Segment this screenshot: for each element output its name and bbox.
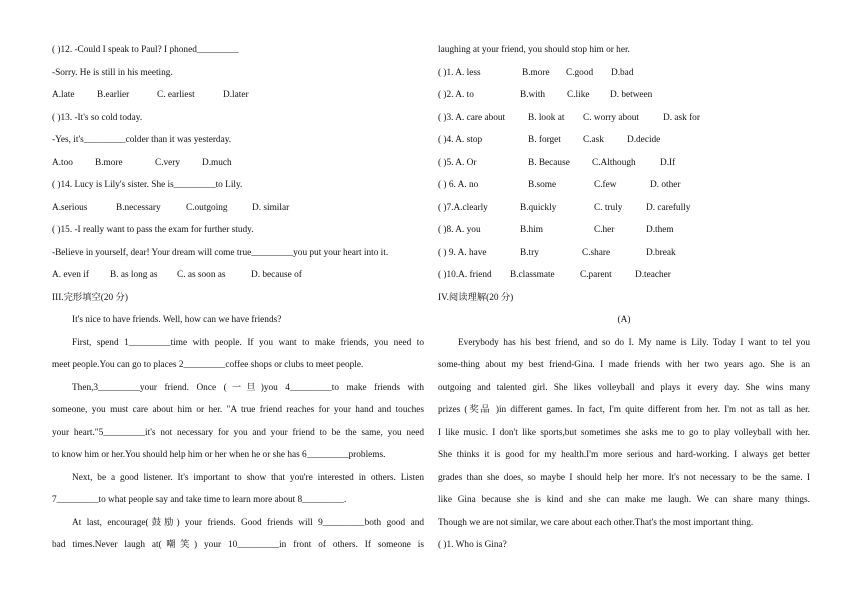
option-a: A.serious — [52, 203, 88, 213]
option-c: C. earliest — [157, 90, 195, 100]
section-3-heading: III.完形填空(20 分) — [52, 293, 128, 303]
reading-question-1: ( )1. Who is Gina? — [438, 540, 507, 550]
question-13-options — [52, 157, 232, 170]
option-b: B.earlier — [97, 90, 130, 100]
passage-line: She thinks it is good for my health.I'm more serious and hard-working. I always get better — [438, 450, 810, 460]
question-15-reply: -Believe in yourself, dear! Your dream will come true_________you put your heart into it. — [52, 248, 389, 258]
passage-line: 7_________to what people say and take time to learn more about 8_________. — [52, 495, 347, 505]
cloze-question-10: ( )10.A. friend B.classmate C.parent D.teacher — [438, 270, 671, 280]
passage-line: I like music. I don't like sports,but sometimes she asks me to go to play volleyball with her. — [438, 428, 810, 438]
question-12: ( )12. -Could I speak to Paul? I phoned_________ — [52, 45, 239, 55]
question-14: ( )14. Lucy is Lily's sister. She is_________to Lily. — [52, 180, 243, 190]
passage-line: prizes (奖品 )in different games. In fact, I'm quite different from her. I'm not as tall as her. — [438, 405, 810, 415]
cloze-question-7: ( )7.A.clearly B.quickly C. truly D. carefully — [438, 203, 691, 213]
cloze-question-6: ( ) 6. A. no B.some C.few D. other — [438, 180, 681, 190]
passage-line: It's nice to have friends. Well, how can we have friends? — [72, 315, 282, 325]
option-a: A.too — [52, 158, 73, 168]
passage-line: Then,3_________your friend. Once (一旦)you 4_________to make friends with — [72, 383, 424, 393]
option-c: C.outgoing — [186, 203, 228, 213]
question-12-reply: -Sorry. He is still in his meeting. — [52, 68, 173, 78]
passage-line: First, spend 1_________time with people. If you want to make friends, you need to — [72, 338, 424, 348]
option-a: A. even if — [52, 270, 89, 280]
cloze-question-2: ( )2. A. to B.with C.like D. between — [438, 90, 653, 100]
passage-line: bad times.Never laugh at(嘲笑) your 10_________in front of others. If someone is — [52, 540, 424, 550]
passage-line: laughing at your friend, you should stop him or her. — [438, 45, 630, 55]
option-d: D. similar — [252, 203, 290, 213]
option-d: D.later — [223, 90, 249, 100]
option-a: A.late — [52, 90, 75, 100]
cloze-question-3: ( )3. A. care about B. look at C. worry about D. ask for — [438, 113, 700, 123]
passage-line: At last, encourage(鼓励) your friends. Good friends will 9_________both good and — [72, 518, 424, 528]
passage-line: like Gina because she is kind and she can make me laugh. We can share many things. — [438, 495, 810, 505]
passage-line: Though we are not similar, we care about each other.That's the most important thing. — [438, 518, 754, 528]
passage-line: outgoing and talented girl. She likes volleyball and plays it every day. She wins many — [438, 383, 810, 393]
option-c: C.very — [155, 158, 181, 168]
passage-line: to know him or her.You should help him or her when he or she has 6_________problems. — [52, 450, 386, 460]
passage-line: your heart."5_________it's not necessary for you and your friend to be the same, you need — [52, 428, 424, 438]
section-4-heading: IV.阅读理解(20 分) — [438, 293, 514, 303]
question-15-options — [52, 269, 302, 282]
question-13-reply: -Yes, it's_________colder than it was yesterday. — [52, 135, 232, 145]
question-12-options — [52, 89, 249, 102]
question-13: ( )13. -It's so cold today. — [52, 113, 143, 123]
option-b: B.necessary — [116, 203, 161, 213]
passage-line: grades than she does, so maybe I should help her more. It's not necessary to be the same. I — [438, 473, 810, 483]
passage-line: some-thing about my best friend-Gina. I made friends with her two years ago. She is an — [438, 360, 810, 370]
option-c: C. as soon as — [177, 270, 226, 280]
cloze-question-5: ( )5. A. Or B. Because C.Although D.If — [438, 158, 676, 168]
option-b: B.more — [95, 158, 123, 168]
passage-line: Next, be a good listener. It's important to show that you're interested in others. Listen — [72, 473, 424, 483]
passage-line: meet people.You can go to places 2_________coffee shops or clubs to meet people. — [52, 360, 364, 370]
passage-line: someone, you must care about him or her. "A true friend reaches for your hand and touches — [52, 405, 424, 415]
option-d: D. because of — [251, 270, 302, 280]
cloze-question-8: ( )8. A. you B.him C.her D.them — [438, 225, 674, 235]
question-14-options — [52, 202, 289, 215]
option-b: B. as long as — [110, 270, 158, 280]
question-15: ( )15. -I really want to pass the exam for further study. — [52, 225, 254, 235]
passage-line: Everybody has his best friend, and so do I. My name is Lily. Today I want to tel you — [458, 338, 810, 348]
option-d: D.much — [202, 158, 232, 168]
passage-a-label: (A) — [617, 315, 631, 325]
cloze-question-4: ( )4. A. stop B. forget C.ask D.decide — [438, 135, 661, 145]
cloze-question-1: ( )1. A. less B.more C.good D.bad — [438, 68, 634, 78]
cloze-question-9: ( ) 9. A. have B.try C.share D.break — [438, 248, 676, 258]
